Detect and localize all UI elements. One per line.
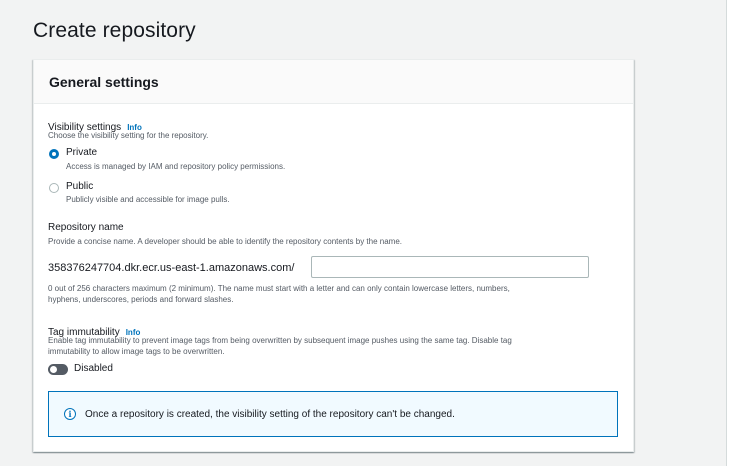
panel-header xyxy=(34,60,633,104)
public-radio-label[interactable]: Public xyxy=(66,181,94,192)
panel-title: General settings xyxy=(49,74,159,90)
repository-url-prefix: 358376247704.dkr.ecr.us-east-1.amazonaws.com/ xyxy=(48,262,295,274)
alert-text: Once a repository is created, the visibility setting of the repository can't be changed. xyxy=(85,409,455,420)
visibility-warning-alert xyxy=(48,391,618,437)
repository-name-label: Repository name xyxy=(48,222,124,233)
toggle-knob xyxy=(50,366,57,373)
visibility-label: Visibility settings xyxy=(48,122,122,133)
private-radio[interactable] xyxy=(49,149,59,159)
tag-immutability-label: Tag immutability xyxy=(48,327,120,338)
private-description: Access is managed by IAM and repository policy permissions. xyxy=(66,162,286,171)
tag-immutability-description-line1: Enable tag immutability to prevent image tags from being overwritten by subsequent image pushes using the same tag. Disable tag xyxy=(48,336,512,345)
tag-immutability-description-line2: immutability to allow image tags to be overwritten. xyxy=(48,347,225,356)
tag-immutability-toggle[interactable] xyxy=(48,364,68,375)
repository-name-description: Provide a concise name. A developer should be able to identify the repository contents by the name. xyxy=(48,237,402,246)
info-circle-icon: i xyxy=(64,408,76,420)
visibility-info-link[interactable]: Info xyxy=(127,123,142,132)
repository-name-constraint-line2: hyphens, underscores, periods and forward slashes. xyxy=(48,295,234,304)
general-settings-panel xyxy=(33,59,634,452)
tag-immutability-toggle-label[interactable]: Disabled xyxy=(74,363,113,374)
repository-name-input[interactable] xyxy=(311,256,589,278)
private-radio-label[interactable]: Private xyxy=(66,147,98,158)
tag-immutability-info-link[interactable]: Info xyxy=(125,328,141,337)
visibility-description: Choose the visibility setting for the repository. xyxy=(48,131,209,140)
public-description: Publicly visible and accessible for image pulls. xyxy=(66,195,230,204)
page-title: Create repository xyxy=(33,19,196,42)
repository-name-constraint-line1: 0 out of 256 characters maximum (2 minimum). The name must start with a letter and can only contain lowercase letters, numbers, xyxy=(48,284,510,293)
public-radio[interactable] xyxy=(49,183,59,193)
scroll-edge xyxy=(726,0,730,466)
